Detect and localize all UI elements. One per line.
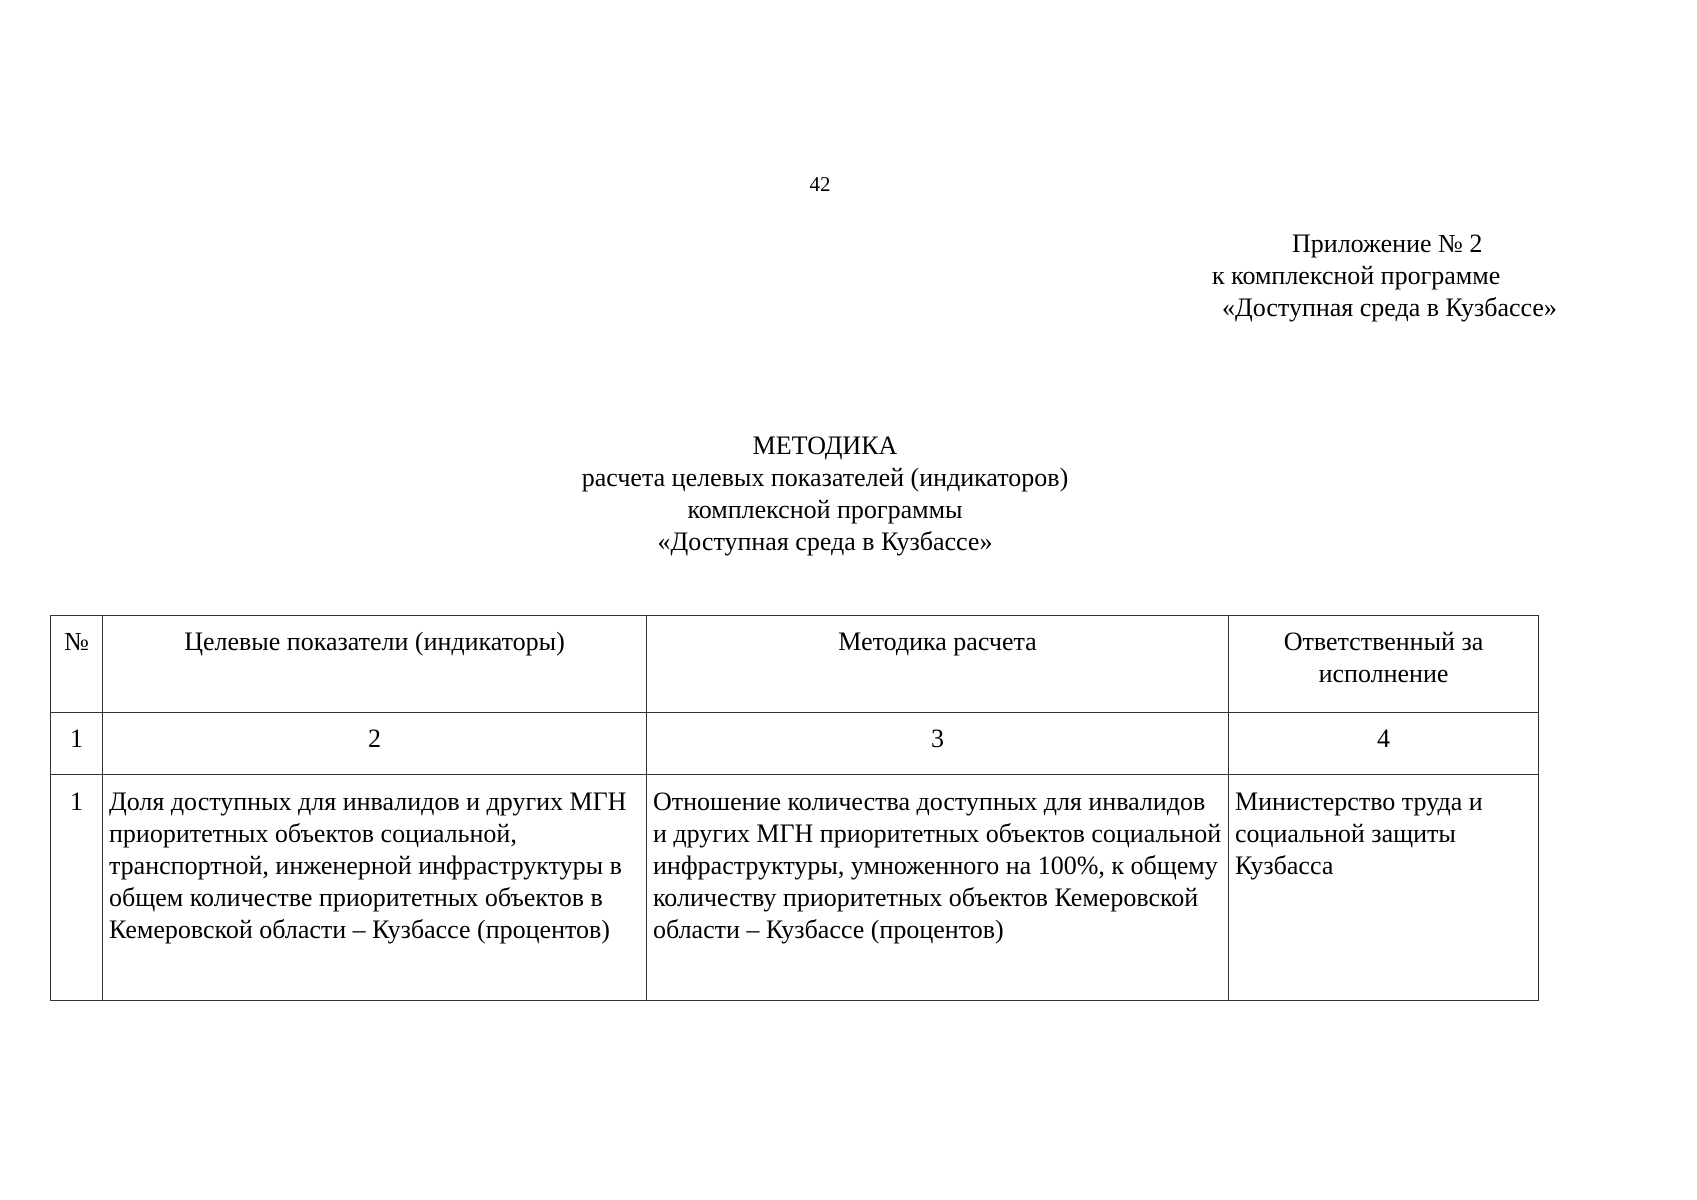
column-number-2: 2 — [103, 713, 647, 775]
title-line-1: МЕТОДИКА — [752, 431, 898, 460]
header-number: № — [51, 616, 103, 713]
indicators-table — [50, 615, 1539, 1001]
header-method: Методика расчета — [647, 616, 1229, 713]
table-header-row — [51, 616, 1539, 713]
appendix-line-2: к комплексной программе — [1212, 261, 1501, 290]
appendix-heading — [1180, 228, 1610, 324]
row-number: 1 — [51, 775, 103, 1001]
row-responsible: Министерство труда и социальной защиты Кузбасса — [1229, 775, 1539, 1001]
column-number-row — [51, 713, 1539, 775]
column-number-3: 3 — [647, 713, 1229, 775]
header-indicator: Целевые показатели (индикаторы) — [103, 616, 647, 713]
appendix-line-1: Приложение № 2 — [1292, 229, 1483, 258]
column-number-1: 1 — [51, 713, 103, 775]
appendix-line-3: «Доступная среда в Кузбассе» — [1222, 293, 1557, 322]
title-line-4: «Доступная среда в Кузбассе» — [657, 527, 993, 556]
document-title — [420, 430, 1230, 558]
column-number-4: 4 — [1229, 713, 1539, 775]
page-number: 42 — [809, 172, 831, 196]
row-method: Отношение количества доступных для инвалидов и других МГН приоритетных объектов социальной инфраструктуры, умноженного на 100%, к общему количеству приоритетных объектов Кемеровской области – Кузбассе (процентов) — [647, 775, 1229, 1001]
table-row — [51, 775, 1539, 1001]
title-line-2: расчета целевых показателей (индикаторов) — [581, 463, 1069, 492]
header-responsible: Ответственный за исполнение — [1229, 616, 1539, 713]
row-indicator: Доля доступных для инвалидов и других МГН приоритетных объектов социальной, транспортной, инженерной инфраструктуры в общем количестве приоритетных объектов в Кемеровской области – Кузбассе (процентов) — [103, 775, 647, 1001]
title-line-3: комплексной программы — [687, 495, 963, 524]
